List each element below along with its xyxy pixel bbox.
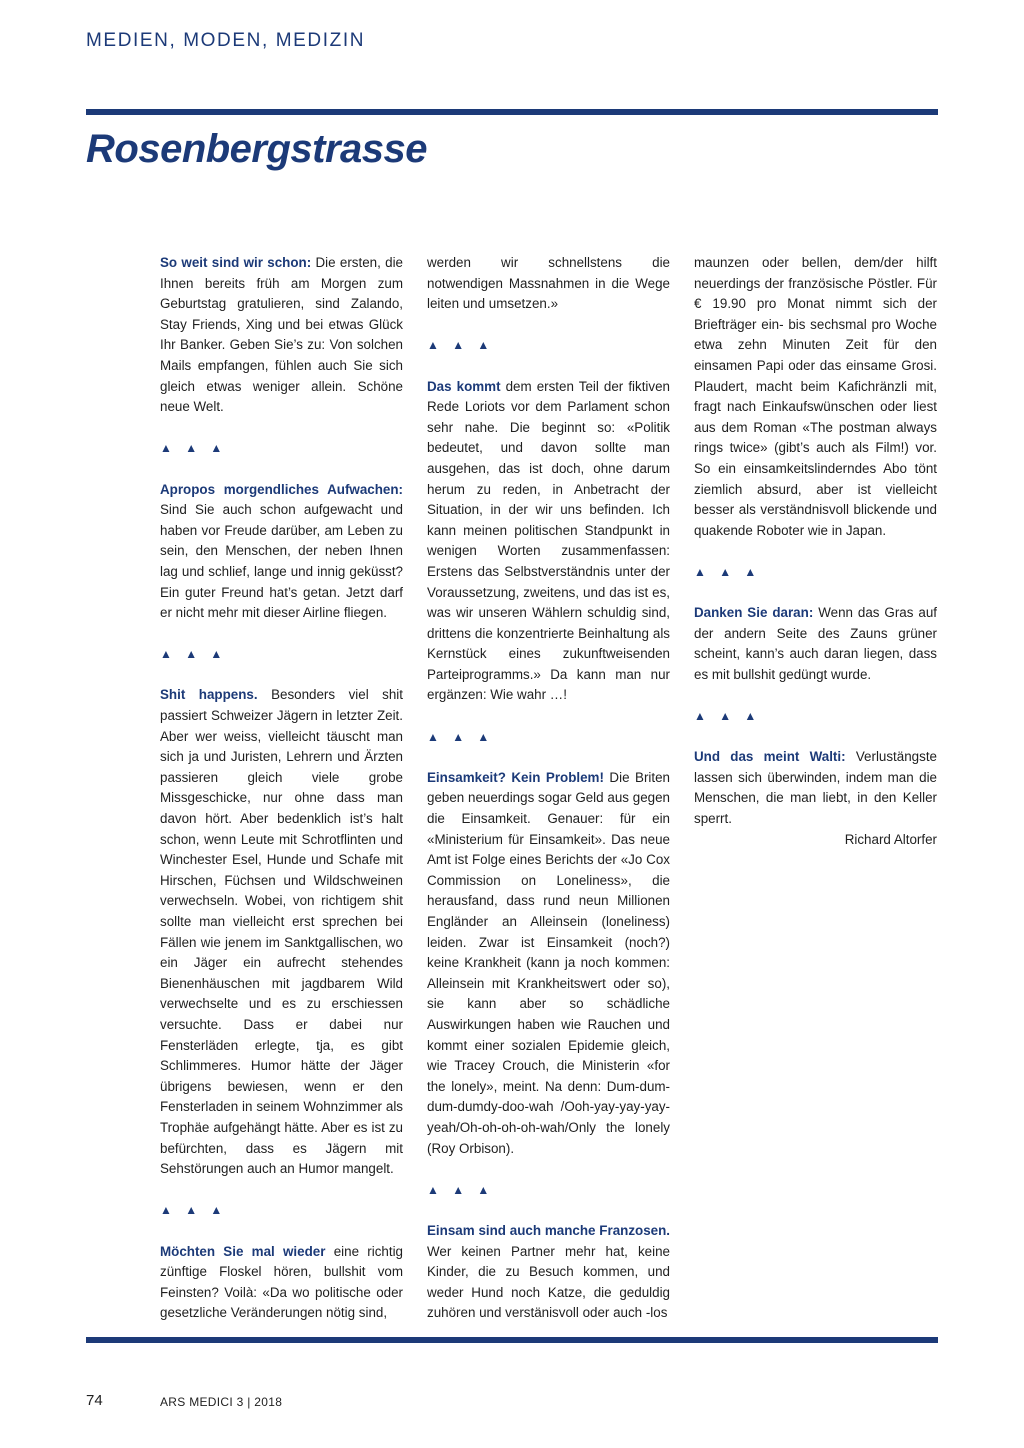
article-title: Rosenbergstrasse [86, 127, 428, 171]
paragraph [160, 253, 403, 418]
paragraph-text: eine richtig zünftige Floskel hören, bullshit vom Feinsten? Voilà: «Da wo politische oder gesetzliche Veränderungen nötig sind, [160, 1243, 403, 1321]
paragraph-text: Wer keinen Partner mehr hat, keine Kinder, die zu Besuch kommen, und weder Hund noch Katze, die geduldig zuhören und verstänisvoll oder auch -los [427, 1243, 670, 1321]
paragraph-lead: Apropos morgendliches Aufwachen: [160, 481, 403, 497]
bottom-rule [86, 1337, 938, 1343]
top-rule [86, 109, 938, 115]
paragraph-lead: Möchten Sie mal wieder [160, 1243, 326, 1259]
paragraph-text: Die Briten geben neuerdings sogar Geld aus gegen die Einsamkeit. Genauer: für ein «Ministerium für Einsamkeit». Das neue Amt ist Folge eines Berichts der «Jo Cox Commission on Loneliness», die herausfand, dass rund neun Millionen Engländer an Alleinsein (loneliness) leiden. Zwar ist Einsamkeit (noch?) keine Krankheit (kann ja noch kommen: Alleinsein mit Krankheitswert oder so), sie kann aber so schädliche Auswirkungen haben wie Rauchen und kommt einer sozialen Epidemie gleich, wie Tracey Crouch, die Ministerin «for the lonely», meint. Na denn: Dum-dum-dum-dumdy-doo-wah /Ooh-yay-yay-yay-yeah/Oh-oh-oh-oh-wah/Only the lonely (Roy Orbison). [427, 769, 670, 1156]
paragraph-lead: Einsam sind auch manche Franzosen. [427, 1222, 670, 1238]
triangle-separator-icon: ▲ ▲ ▲ [694, 709, 762, 724]
paragraph [160, 480, 403, 624]
paragraph [160, 1242, 403, 1324]
paragraph-text: Die ersten, die Ihnen bereits früh am Morgen zum Geburtstag gratulieren, sind Zalando, Stay Friends, Xing und bei etwas Glück Ihr Banker. Geben Sie’s zu: Von solchen Mails empfangen, fühlen auch Sie sich gleich etwas weniger allein. Schöne neue Welt. [160, 255, 403, 415]
triangle-separator-icon: ▲ ▲ ▲ [427, 338, 495, 353]
paragraph [427, 1221, 670, 1324]
paragraph-text: Besonders viel shit passiert Schweizer Jägern in letzter Zeit. Aber wer weiss, vielleicht täuscht man sich ja und Juristen, Lehrern und Ärzten passieren gleich viele grobe Missgeschicke, nur ohne dass man davon hört. Aber bedenklich ist’s halt schon, wenn Leute mit Schrotflinten und Winchester Esel, Hunde und Schafe mit Hirschen, Füchsen und Wildschweinen verwechseln. Wobei, von richtigem shit sollte man vielleicht erst sprechen bei Fällen wie jenem im Sanktgallischen, wo ein Jäger ein aufrecht stehendes Bienenhäuschen mit jagdbarem Wild verwechselte und es zu erschiessen versuchte. Dass er dabei nur Fensterläden erlegte, tja, es gibt Schlimmeres. Humor hätte der Jäger übrigens bewiesen, wenn er den Fensterladen in seinem Wohnzimmer als Trophäe aufgehängt hätte. Aber es ist zu befürchten, dass es Jägern mit Sehstörungen auch an Humor mangelt. [160, 687, 404, 1177]
section-label: MEDIEN, MODEN, MEDIZIN [86, 30, 366, 51]
paragraph-lead: Das kommt [427, 378, 501, 394]
paragraph [694, 603, 937, 685]
paragraph [427, 768, 670, 1159]
paragraph-text: werden wir schnellstens die notwendigen Massnahmen in die Wege leiten und umsetzen.» [427, 255, 670, 312]
triangle-separator-icon: ▲ ▲ ▲ [160, 441, 228, 456]
triangle-separator-icon: ▲ ▲ ▲ [427, 729, 495, 744]
column-3 [694, 253, 937, 871]
paragraph-text: Wenn das Gras auf der andern Seite des Zauns grüner scheint, kann’s auch daran liegen, dass es mit bullshit gedüngt wurde. [694, 605, 937, 682]
paragraph-lead: So weit sind wir schon: [160, 255, 312, 270]
author-name: Richard Altorfer [844, 831, 937, 847]
column-1 [160, 253, 403, 1324]
paragraph [694, 253, 937, 541]
paragraph [427, 253, 670, 315]
paragraph [427, 377, 670, 707]
journal-issue: ARS MEDICI 3 | 2018 [160, 1395, 283, 1409]
triangle-separator-icon: ▲ ▲ ▲ [694, 564, 762, 579]
paragraph-lead: Einsamkeit? Kein Problem! [427, 769, 604, 785]
paragraph [160, 685, 403, 1179]
paragraph-lead: Shit happens. [160, 687, 258, 703]
page-number: 74 [86, 1392, 103, 1409]
paragraph [694, 747, 937, 829]
column-2 [427, 253, 670, 1324]
paragraph-text: Sind Sie auch schon aufgewacht und haben vor Freude darüber, am Leben zu sein, den Menschen, der neben Ihnen lag und schlief, lange und innig geküsst? Ein guter Freund hat’s getan. Jetzt darf er nicht mehr mit dieser Airline fliegen. [160, 502, 403, 621]
triangle-separator-icon: ▲ ▲ ▲ [160, 1203, 228, 1218]
paragraph-lead: Danken Sie daran: [694, 605, 814, 621]
paragraph-text: Verlustängste lassen sich überwinden, indem man die Menschen, die man liebt, in den Keller sperrt. [694, 749, 937, 827]
triangle-separator-icon: ▲ ▲ ▲ [427, 1182, 495, 1197]
triangle-separator-icon: ▲ ▲ ▲ [160, 647, 228, 662]
paragraph-lead: Und das meint Walti: [694, 749, 846, 765]
paragraph-text: dem ersten Teil der fiktiven Rede Loriots vor dem Parlament schon sehr nahe. Die beginnt so: «Politik bedeutet, und davon sollte man ausgehen, das ist doch, ohne darum herum zu reden, in Anbetracht der Situation, in der wir uns befinden. Ich kann meinen politischen Standpunkt in wenigen Worten zusammenfassen: Erstens das Selbstverständnis unter der Voraussetzung, zweitens, und das ist es, was wir unseren Wählern schuldig sind, drittens die konzentrierte Beinhaltung als Kernstück eines zukunftweisenden Parteiprogramms.» Da kann man nur ergänzen: Wie wahr …! [427, 378, 670, 703]
paragraph-text: maunzen oder bellen, dem/der hilft neuerdings der französische Pöstler. Für € 19.90 pro Monat nimmt sich der Briefträger ein- bis sechsmal pro Woche etwa zehn Minuten Zeit für den einsamen Papi oder das einsame Grosi. Plaudert, macht beim Kafichränzli mit, fragt nach Einkaufswünschen oder liest aus dem Roman «The postman always rings twice» (gibt’s auch als Film!) vor. So ein einsamkeitslinderndes Abo tönt ziemlich absurd, aber ist vielleicht besser als verständnisvoll blickende und quakende Roboter wie in Japan. [694, 255, 937, 538]
